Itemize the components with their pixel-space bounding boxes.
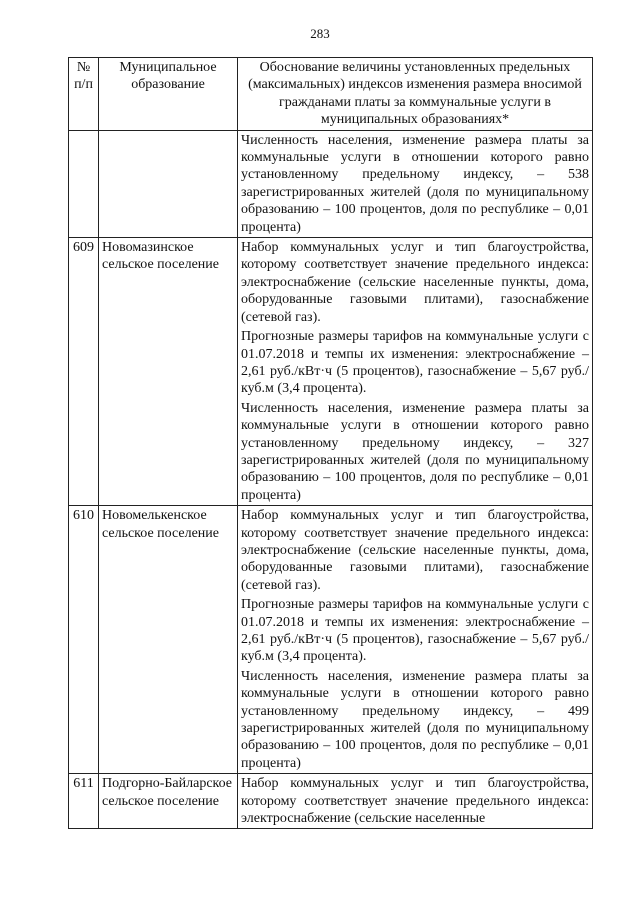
header-justification: Обоснование величины установленных предельных (максимальных) индексов изменения размера вносимой гражданами платы за коммунальные услуги в муниципальных образованиях* [238,58,593,131]
table-row-continuation [69,130,593,237]
cell-justification [238,774,593,829]
population-text: Численность населения, изменение размера платы за коммунальные услуги в отношении которого равно установленному предельному индексу, – 538 зарегистрированных жителей (доля по муниципальному образованию – 100 процентов, доля по республике – 0,01 процента) [241,132,589,235]
cell-municipality: Новомелькенское сельское поселение [99,506,238,774]
tariffs-text: Прогнозные размеры тарифов на коммунальные услуги с 01.07.2018 и темпы их изменения: электроснабжение – 2,61 руб./кВт·ч (5 процентов), газоснабжение – 5,67 руб./куб.м (3,4 процента). [241,597,589,665]
cell-number: 609 [69,238,99,506]
cell-number [69,130,99,237]
cell-justification [238,506,593,774]
cell-justification [238,238,593,506]
header-municipality: Муниципальное образование [99,58,238,131]
table-header-row [69,58,593,131]
services-text: Набор коммунальных услуг и тип благоустройства, которому соответствует значение предельного индекса: электроснабжение (сельские населенные пункты, дома, оборудованные газовыми плитами), газоснабжение (сетевой газ). [241,240,589,325]
cell-municipality: Новомазинское сельское поселение [99,238,238,506]
services-text: Набор коммунальных услуг и тип благоустройства, которому соответствует значение предельного индекса: электроснабжение (сельские населенные [241,776,589,827]
cell-municipality: Подгорно-Байларское сельское поселение [99,774,238,829]
tariff-index-table [68,57,593,829]
cell-number: 611 [69,774,99,829]
page-number: 283 [310,26,330,41]
table-row [69,774,593,829]
tariffs-text: Прогнозные размеры тарифов на коммунальные услуги с 01.07.2018 и темпы их изменения: электроснабжение – 2,61 руб./кВт·ч (5 процентов), газоснабжение – 5,67 руб./куб.м (3,4 процента). [241,329,589,397]
header-number: № п/п [69,58,99,131]
services-text: Набор коммунальных услуг и тип благоустройства, которому соответствует значение предельного индекса: электроснабжение (сельские населенные пункты, дома, оборудованные газовыми плитами), газоснабжение (сетевой газ). [241,508,589,593]
cell-municipality [99,130,238,237]
table-row [69,238,593,506]
cell-justification [238,130,593,237]
cell-number: 610 [69,506,99,774]
population-text: Численность населения, изменение размера платы за коммунальные услуги в отношении которого равно установленному предельному индексу, – 327 зарегистрированных жителей (доля по муниципальному образованию – 100 процентов, доля по республике – 0,01 процента) [241,400,589,503]
table-row [69,506,593,774]
population-text: Численность населения, изменение размера платы за коммунальные услуги в отношении которого равно установленному предельному индексу, – 499 зарегистрированных жителей (доля по муниципальному образованию – 100 процентов, доля по республике – 0,01 процента) [241,668,589,771]
